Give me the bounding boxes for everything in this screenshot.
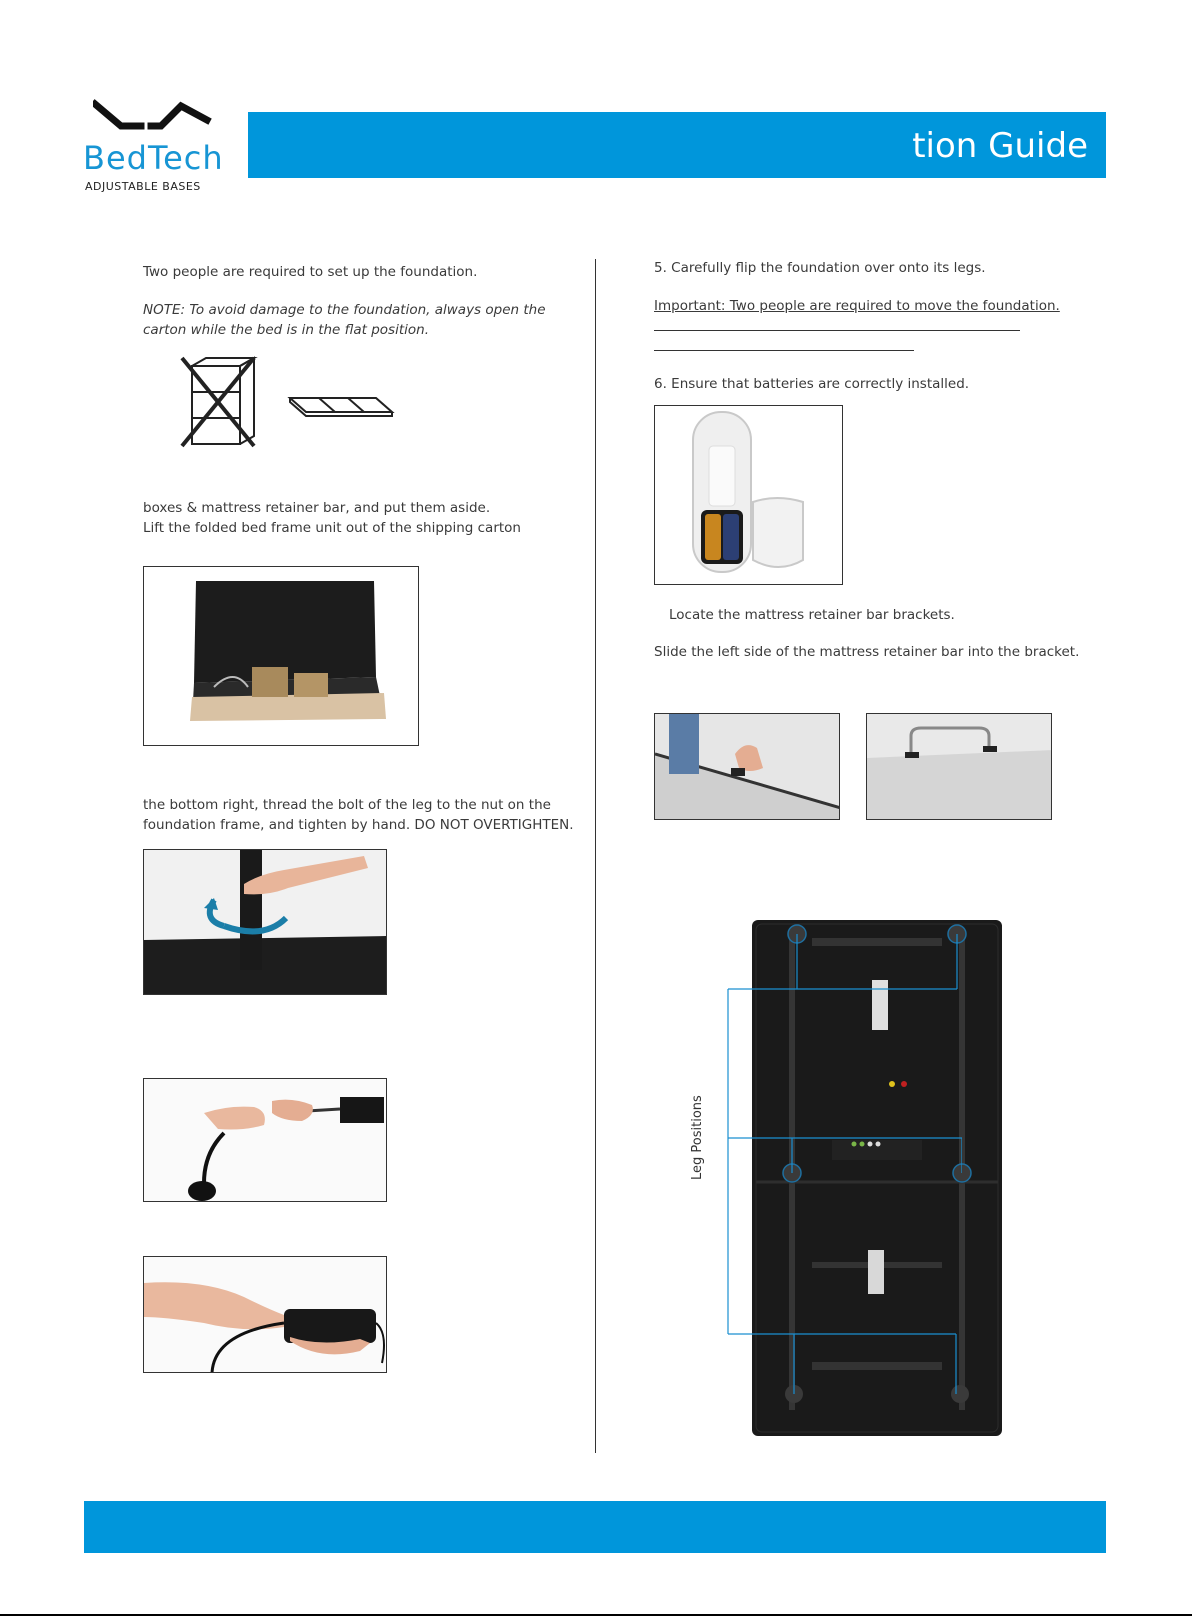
important-note: Important: Two people are required to move the foundation. <box>654 298 1060 314</box>
bracket-slide-photo <box>866 713 1052 820</box>
column-divider <box>595 259 596 1453</box>
logo-subtitle: ADJUSTABLE BASES <box>85 180 201 193</box>
page-title: tion Guide <box>912 126 1088 166</box>
upright-carton-crossed-icon <box>182 358 254 446</box>
power-supply-photo <box>143 1256 387 1373</box>
leg-positions-label: Leg Positions <box>690 1095 705 1180</box>
note-line-2: carton while the bed is in the flat position. <box>143 322 429 338</box>
page-bottom-rule <box>0 1614 1192 1616</box>
open-carton-photo <box>143 566 419 746</box>
flat-carton-icon <box>290 398 392 416</box>
step-legs-line-2: foundation frame, and tighten by hand. DO NOT OVERTIGHTEN. <box>143 817 574 833</box>
slide-bar-text: Slide the left side of the mattress retainer bar into the bracket. <box>654 644 1080 660</box>
header-bar <box>248 112 1106 178</box>
remote-battery-photo <box>654 405 843 585</box>
step-5-text: 5. Carefully flip the foundation over onto its legs. <box>654 260 986 276</box>
locate-brackets-text: Locate the mattress retainer bar brackets. <box>669 607 955 623</box>
logo-brand: BedTech <box>83 139 224 177</box>
leg-install-photo <box>143 849 387 995</box>
leg-position-callouts <box>722 920 962 1400</box>
intro-text: Two people are required to set up the foundation. <box>143 264 478 280</box>
blank-line-1 <box>654 330 1020 331</box>
footer-bar <box>84 1501 1106 1553</box>
cable-connection-photo <box>143 1078 387 1202</box>
logo-bed-icon <box>93 98 213 140</box>
step-legs-line-1: the bottom right, thread the bolt of the leg to the nut on the <box>143 797 551 813</box>
step-6-text: 6. Ensure that batteries are correctly installed. <box>654 376 970 392</box>
note-line-1: NOTE: To avoid damage to the foundation, always open the <box>143 302 546 318</box>
step-boxes-line-2: Lift the folded bed frame unit out of the shipping carton <box>143 520 521 536</box>
step-boxes-line-1: boxes & mattress retainer bar, and put them aside. <box>143 500 491 516</box>
bracket-locate-photo <box>654 713 840 820</box>
blank-line-2 <box>654 350 914 351</box>
carton-orientation-illustration <box>180 356 400 448</box>
